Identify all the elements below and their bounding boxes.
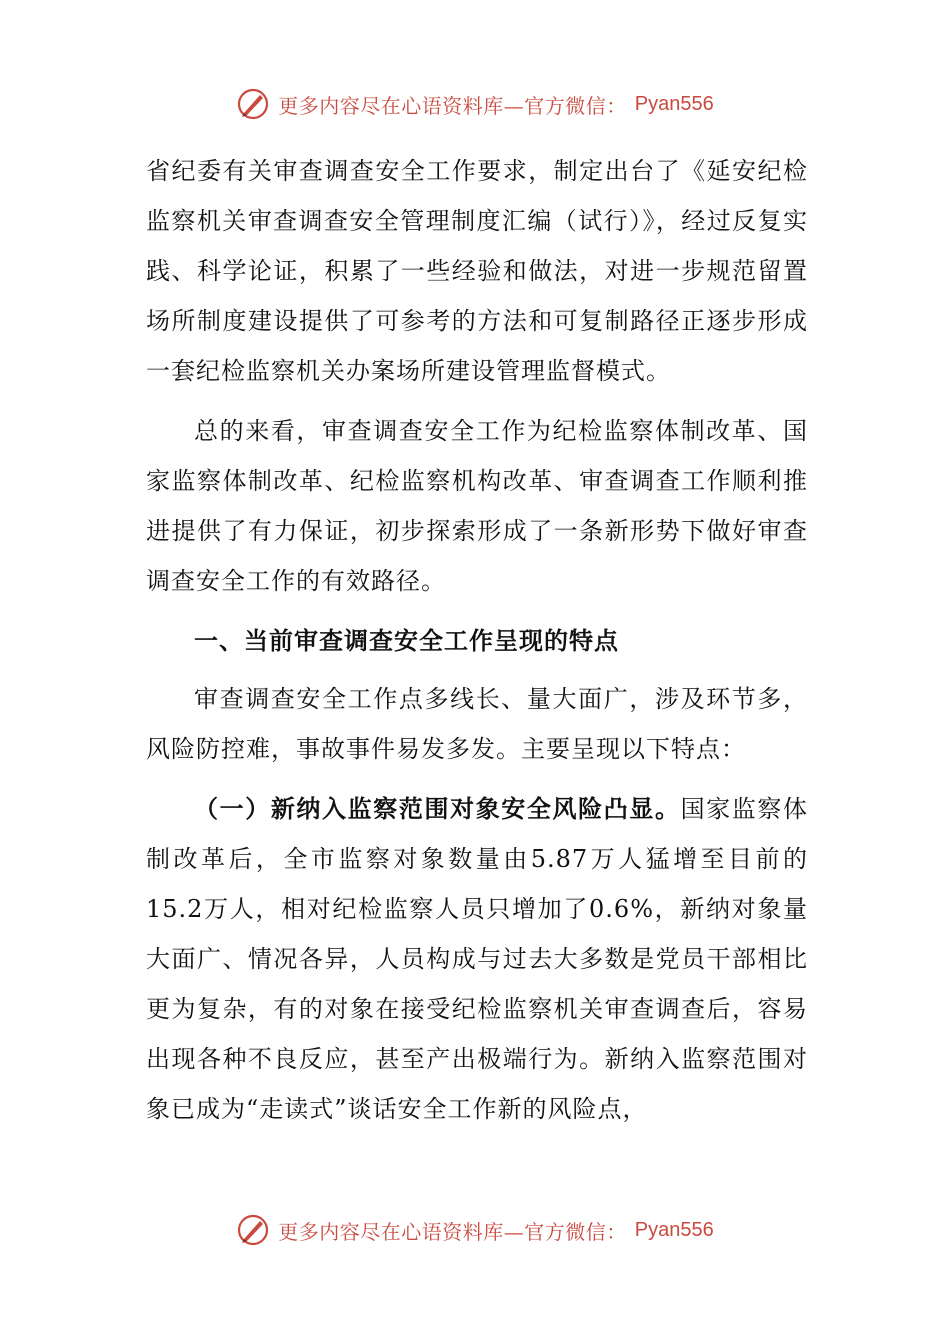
section-heading-1: 一、当前审查调查安全工作呈现的特点 [194,627,619,655]
paragraph-3: 审查调查安全工作点多线长、量大面广，涉及环节多，风险防控难，事故事件易发多发。主要呈现以下特点： [146,685,808,763]
banner-wechat-id: Pyan556 [634,92,714,115]
header-watermark-banner [0,84,950,124]
banner-text: 更多内容尽在心语资料库—官方微信： [278,1219,627,1244]
paragraph-4-bold-lead: （一）新纳入监察范围对象安全风险凸显。 [194,795,681,823]
document-body [146,146,808,1134]
paragraph-2: 总的来看，审查调查安全工作为纪检监察体制改革、国家监察体制改革、纪检监察机构改革、审查调查工作顺利推进提供了有力保证，初步探索形成了一条新形势下做好审查调查安全工作的有效路径。 [146,417,808,595]
pen-logo-icon [236,1213,270,1247]
paragraph-4-text: 国家监察体制改革后，全市监察对象数量由5.87万人猛增至目前的15.2万人，相对纪检监察人员只增加了0.6%，新纳对象量大面广、情况各异，人员构成与过去大多数是党员干部相比更为复杂，有的对象在接受纪检监察机关审查调查后，容易出现各种不良反应，甚至产出极端行为。新纳入监察范围对象已成为“走读式”谈话安全工作新的风险点， [146,795,809,1123]
paragraph-4 [146,784,808,1134]
footer-watermark-banner [0,1210,950,1250]
banner-text: 更多内容尽在心语资料库—官方微信： [278,93,627,118]
banner-wechat-id: Pyan556 [634,1218,714,1241]
paragraph-1: 省纪委有关审查调查安全工作要求，制定出台了《延安纪检监察机关审查调查安全管理制度汇编（试行）》，经过反复实践、科学论证，积累了一些经验和做法，对进一步规范留置场所制度建设提供了可参考的方法和可复制路径正逐步形成一套纪检监察机关办案场所建设管理监督模式。 [146,157,808,385]
pen-logo-icon [236,87,270,121]
